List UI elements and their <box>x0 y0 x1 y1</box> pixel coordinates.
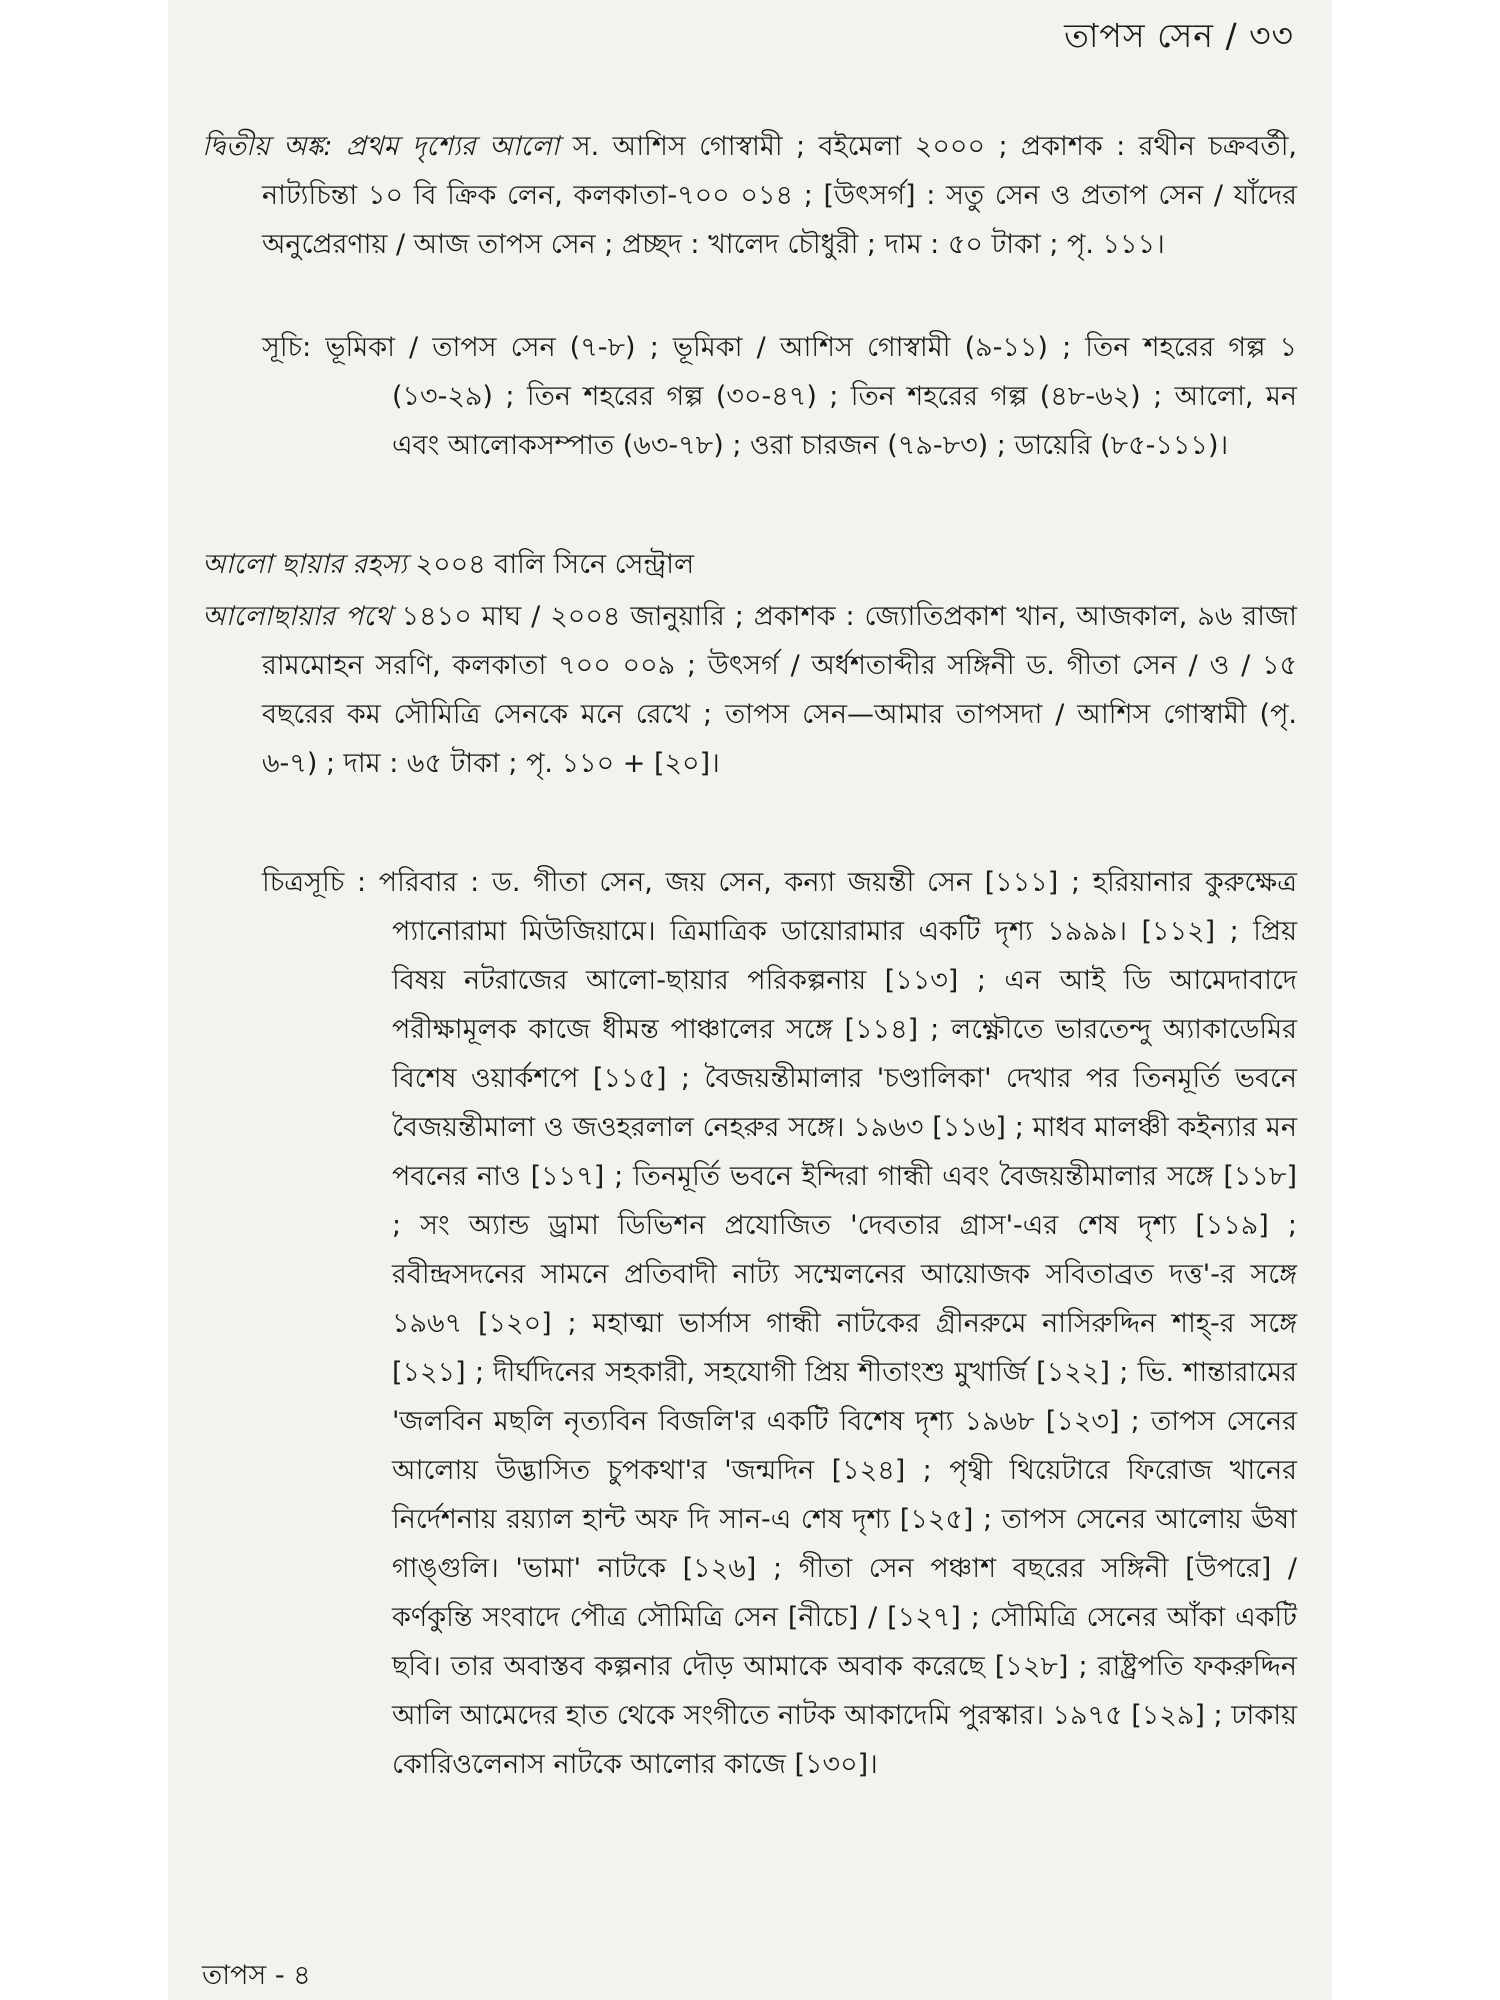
entry-details: স. আশিস গোস্বামী ; বইমেলা ২০০০ ; প্রকাশক : রথীন চক্রবর্তী, নাট্যচিন্তা ১০ বি ক্রিক লেন, কলকাতা-৭০০ ০১৪ ; [উৎসর্গ] : সতু সেন ও প্রতাপ সেন / যাঁদের অনুপ্রেরণায় / আজ তাপস সেন ; প্রচ্ছদ : খালেদ চৌধুরী ; দাম : ৫০ টাকা ; পৃ. ১১১। <box>262 131 1298 260</box>
bibliography-entry-1 <box>202 122 1297 269</box>
entry-illustration-list: চিত্রসূচি : পরিবার : ড. গীতা সেন, জয় সেন, কন্যা জয়ন্তী সেন [১১১] ; হরিয়ানার কুরুক্ষেত্র প্যানোরামা মিউজিয়ামে। ত্রিমাত্রিক ডায়োরামার একটি দৃশ্য ১৯৯৯। [১১২] ; প্রিয় বিষয় নটরাজের আলো-ছায়ার পরিকল্পনায় [১১৩] ; এন আই ডি আমেদাবাদে পরীক্ষামূলক কাজে ধীমন্ত পাঞ্চালের সঙ্গে [১১৪] ; লক্ষ্ণৌতে ভারতেন্দু অ্যাকাডেমির বিশেষ ওয়ার্কশপে [১১৫] ; বৈজয়ন্তীমালার 'চণ্ডালিকা' দেখার পর তিনমূর্তি ভবনে বৈজয়ন্তীমালা ও জওহরলাল নেহরুর সঙ্গে। ১৯৬৩ [১১৬] ; মাধব মালঞ্চী কইন্যার মন পবনের নাও [১১৭] ; তিনমূর্তি ভবনে ইন্দিরা গান্ধী এবং বৈজয়ন্তীমালার সঙ্গে [১১৮] ; সং অ্যান্ড ড্রামা ডিভিশন প্রযোজিত 'দেবতার গ্রাস'-এর শেষ দৃশ্য [১১৯] ; রবীন্দ্রসদনের সামনে প্রতিবাদী নাট্য সম্মেলনের আয়োজক সবিতাব্রত দত্ত'-র সঙ্গে ১৯৬৭ [১২০] ; মহাত্মা ভার্সাস গান্ধী নাটকের গ্রীনরুমে নাসিরুদ্দিন শাহ্-র সঙ্গে [১২১] ; দীর্ঘদিনের সহকারী, সহযোগী প্রিয় শীতাংশু মুখার্জি [১২২] ; ভি. শান্তারামের 'জলবিন মছলি নৃত্যবিন বিজলি'র একটি বিশেষ দৃশ্য ১৯৬৮ [১২৩] ; তাপস সেনের আলোয় উদ্ভাসিত চুপকথা'র 'জন্মদিন [১২৪] ; পৃথ্বী থিয়েটারে ফিরোজ খানের নির্দেশনায় রয়্যাল হান্ট অফ দি সান-এ শেষ দৃশ্য [১২৫] ; তাপস সেনের আলোয় ঊষা গাঙ্গুলি। 'ভামা' নাটকে [১২৬] ; গীতা সেন পঞ্চাশ বছরের সঙ্গিনী [উপরে] / কর্ণকুন্তি সংবাদে পৌত্র সৌমিত্রি সেন [নীচে] / [১২৭] ; সৌমিত্রি সেনের আঁকা একটি ছবি। তার অবাস্তব কল্পনার দৌড় আমাকে অবাক করেছে [১২৮] ; রাষ্ট্রপতি ফকরুদ্দিন আলি আমেদের হাত থেকে সংগীতে নাটক আকাদেমি পুরস্কার। ১৯৭৫ [১২৯] ; ঢাকায় কোরিওলেনাস নাটকে আলোর কাজে [১৩০]। <box>262 867 1297 1780</box>
entry-contents-list: সূচি: ভূমিকা / তাপস সেন (৭-৮) ; ভূমিকা / আশিস গোস্বামী (৯-১১) ; তিন শহরের গল্প ১ (১৩-২৯) ; তিন শহরের গল্প (৩০-৪৭) ; তিন শহরের গল্প (৪৮-৬২) ; আলো, মন এবং আলোকসম্পাত (৬৩-৭৮) ; ওরা চারজন (৭৯-৮৩) ; ডায়েরি (৮৫-১১১)। <box>262 332 1297 461</box>
running-header: তাপস সেন / ৩৩ <box>1064 16 1294 55</box>
entry-title: দ্বিতীয় অঙ্ক: প্রথম দৃশ্যের আলো <box>202 131 560 162</box>
entry-details: ১৪১০ মাঘ / ২০০৪ জানুয়ারি ; প্রকাশক : জ্যোতিপ্রকাশ খান, আজকাল, ৯৬ রাজা রামমোহন সরণি, কলকাতা ৭০০ ০০৯ ; উৎসর্গ / অর্ধশতাব্দীর সঙ্গিনী ড. গীতা সেন / ও / ১৫ বছরের কম সৌমিত্রি সেনকে মনে রেখে ; তাপস সেন—আমার তাপসদা / আশিস গোস্বামী (পৃ. ৬-৭) ; দাম : ৬৫ টাকা ; পৃ. ১১০ + [২০]। <box>262 601 1297 779</box>
entry-details: ২০০৪ বালি সিনে সেন্ট্রাল <box>406 549 695 580</box>
entry-title: আলোছায়ার পথে <box>202 601 392 632</box>
page-footer: তাপস - ৪ <box>202 1960 311 1991</box>
bibliography-entry-2 <box>202 540 1297 589</box>
bibliography-entry-3 <box>202 592 1297 788</box>
entry-title: আলো ছায়ার রহস্য <box>202 549 407 580</box>
book-page <box>168 0 1332 2000</box>
